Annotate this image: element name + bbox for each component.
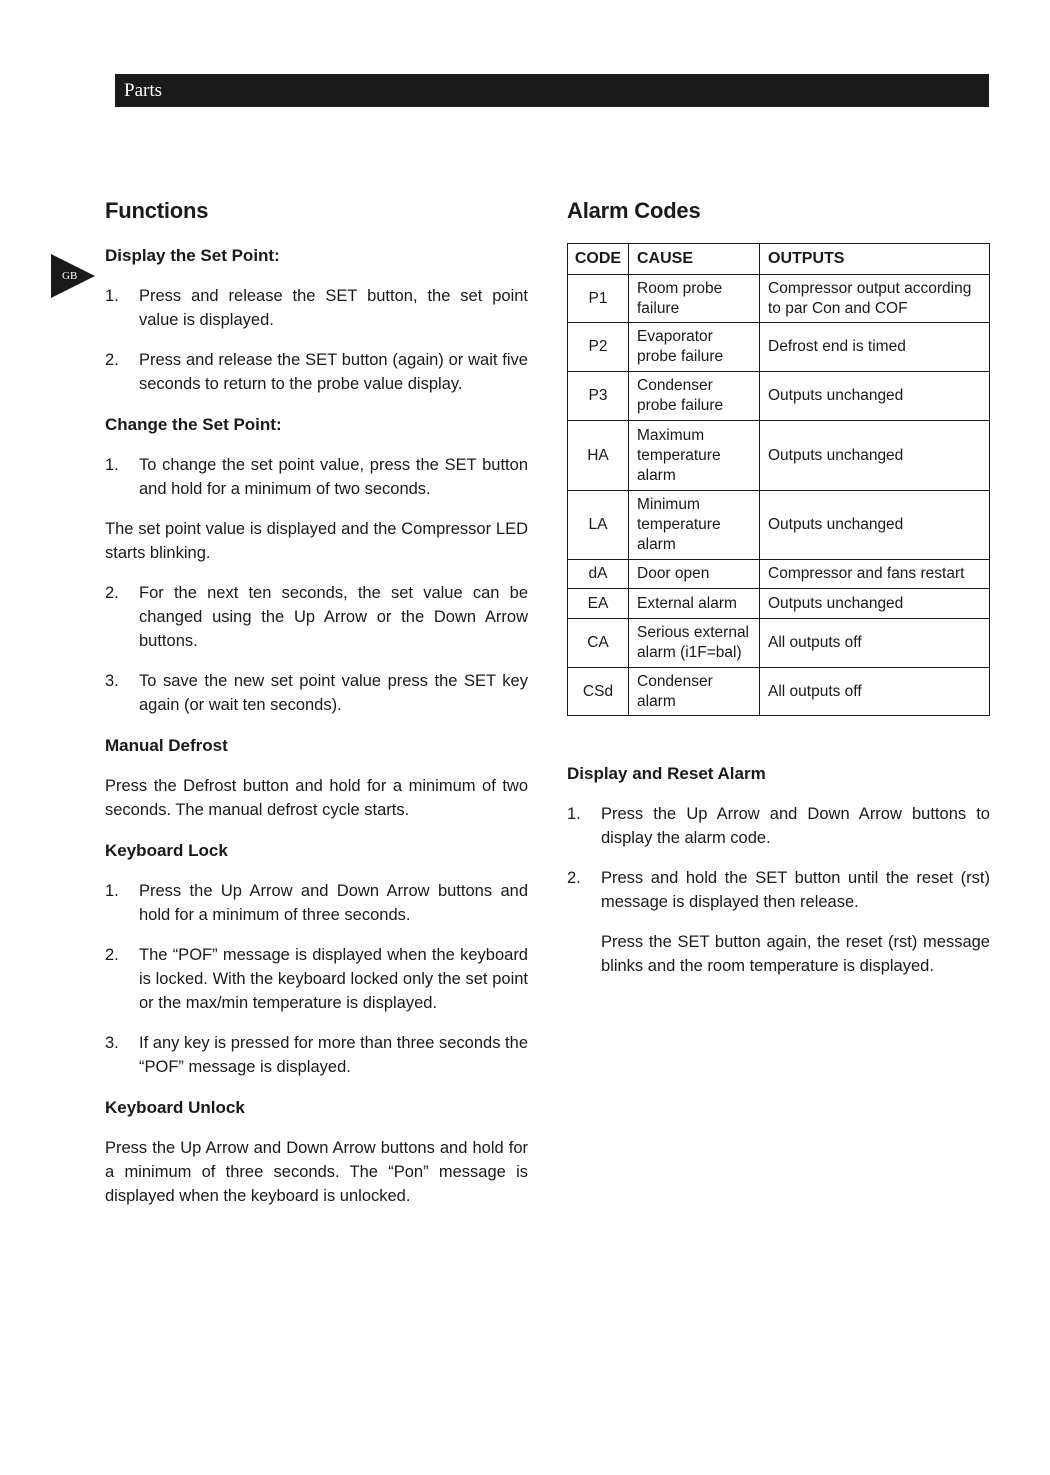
alarm-codes-table — [567, 243, 990, 716]
cell-cause: Minimum temperature alarm — [629, 491, 760, 560]
cell-cause: Evaporator probe failure — [629, 323, 760, 372]
cell-outputs: Compressor and fans restart — [760, 560, 990, 589]
cell-cause: Condenser alarm — [629, 668, 760, 716]
alarm-codes-column — [567, 196, 990, 978]
keyboard-unlock-heading: Keyboard Unlock — [105, 1098, 245, 1117]
cell-outputs: Outputs unchanged — [760, 421, 990, 491]
change-set-point-heading: Change the Set Point: — [105, 415, 282, 434]
cell-cause: Serious external alarm (i1F=bal) — [629, 619, 760, 668]
table-row — [568, 491, 990, 560]
display-set-point-heading: Display the Set Point: — [105, 246, 280, 265]
header-title: Parts — [124, 80, 162, 101]
table-row — [568, 275, 990, 323]
list-item: 3. To save the new set point value press the SET key again (or wait ten seconds). — [105, 672, 528, 714]
keyboard-unlock-text: Press the Up Arrow and Down Arrow buttons and hold for a minimum of three seconds. The “Pon” message is displayed when the keyboard is unlocked. — [105, 1139, 528, 1205]
cell-code: LA — [568, 491, 629, 560]
table-row — [568, 589, 990, 619]
list-item: 1. Press the Up Arrow and Down Arrow buttons to display the alarm code. — [567, 805, 990, 847]
list-item: 1. Press and release the SET button, the set point value is displayed. — [105, 287, 528, 329]
set-point-note: The set point value is displayed and the Compressor LED starts blinking. — [105, 520, 528, 562]
table-row — [568, 421, 990, 491]
list-item: 2. Press and release the SET button (again) or wait five seconds to return to the probe value display. — [105, 351, 528, 393]
language-tab-label: GB — [62, 270, 78, 282]
display-reset-heading: Display and Reset Alarm — [567, 764, 766, 783]
table-row — [568, 668, 990, 716]
alarm-codes-title: Alarm Codes — [567, 198, 701, 223]
manual-defrost-text: Press the Defrost button and hold for a minimum of two seconds. The manual defrost cycle starts. — [105, 777, 528, 819]
cell-outputs: All outputs off — [760, 619, 990, 668]
manual-defrost-heading: Manual Defrost — [105, 736, 228, 755]
cell-outputs: Defrost end is timed — [760, 323, 990, 372]
keyboard-lock-heading: Keyboard Lock — [105, 841, 228, 860]
cell-cause: Maximum temperature alarm — [629, 421, 760, 491]
cell-cause: External alarm — [629, 589, 760, 619]
table-row — [568, 323, 990, 372]
list-item: 2. The “POF” message is displayed when the keyboard is locked. With the keyboard locked only the set point or the max/min temperature is displayed. — [105, 946, 528, 1012]
cell-code: CSd — [568, 668, 629, 716]
table-row — [568, 372, 990, 421]
table-row — [568, 619, 990, 668]
cell-code: CA — [568, 619, 629, 668]
display-reset-note: Press the SET button again, the reset (rst) message blinks and the room temperature is displayed. — [601, 933, 990, 975]
cell-outputs: Outputs unchanged — [760, 491, 990, 560]
cell-code: EA — [568, 589, 629, 619]
functions-title: Functions — [105, 198, 209, 223]
list-item: 2. For the next ten seconds, the set value can be changed using the Up Arrow or the Down Arrow buttons. — [105, 584, 528, 650]
cell-cause: Door open — [629, 560, 760, 589]
cell-outputs: Outputs unchanged — [760, 372, 990, 421]
cell-code: P1 — [568, 275, 629, 323]
list-item: 1. To change the set point value, press the SET button and hold for a minimum of two seconds. — [105, 456, 528, 498]
functions-column — [105, 196, 528, 1208]
list-item: 3. If any key is pressed for more than three seconds the “POF” message is displayed. — [105, 1034, 528, 1076]
cell-cause: Room probe failure — [629, 275, 760, 323]
cell-code: P2 — [568, 323, 629, 372]
column-header-cause: CAUSE — [629, 244, 760, 275]
cell-code: dA — [568, 560, 629, 589]
list-item: 2. Press and hold the SET button until the reset (rst) message is displayed then release. — [567, 869, 990, 911]
cell-outputs: All outputs off — [760, 668, 990, 716]
list-item: 1. Press the Up Arrow and Down Arrow buttons and hold for a minimum of three seconds. — [105, 882, 528, 924]
cell-code: HA — [568, 421, 629, 491]
table-header-row — [568, 244, 990, 275]
header-bar — [115, 74, 989, 107]
cell-code: P3 — [568, 372, 629, 421]
cell-outputs: Outputs unchanged — [760, 589, 990, 619]
column-header-outputs: OUTPUTS — [760, 244, 990, 275]
cell-outputs: Compressor output according to par Con and COF — [760, 275, 990, 323]
cell-cause: Condenser probe failure — [629, 372, 760, 421]
table-row — [568, 560, 990, 589]
column-header-code: CODE — [568, 244, 629, 275]
